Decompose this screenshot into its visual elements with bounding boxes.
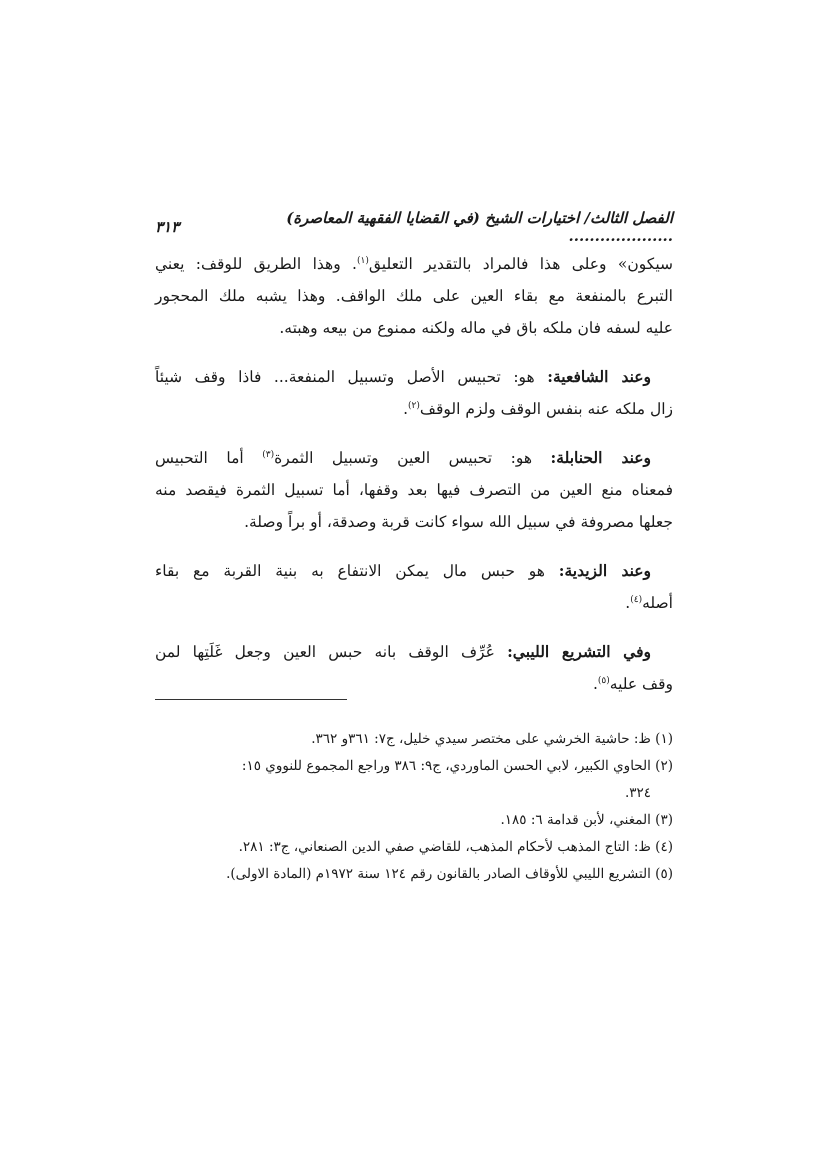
footnote [155,834,673,861]
text-segment: هو: تحبيس العين وتسبيل الثمرة [274,449,551,467]
text-line [155,280,673,312]
text-line [155,668,673,700]
text-line [155,506,673,538]
footnote-line: (١) ظ: حاشية الخرشي على مختصر سيدي خليل، ج٧: ٣٦١و ٣٦٢. [311,731,673,747]
footnote-line: (٤) ظ: التاج المذهب لأحكام المذهب، للقاضي صفي الدين الصنعاني، ج٣: ٢٨١. [238,839,673,855]
footnote [155,726,673,753]
text-line [155,474,673,506]
footnote-ref: (٤) [630,594,643,605]
text-line [155,248,673,280]
text-line [155,393,673,425]
text-segment: وقف عليه [609,675,673,693]
paragraph [155,248,673,344]
running-header [155,209,673,245]
text-line [155,555,673,587]
footnote-ref: (٥) [597,675,610,686]
text-line [155,636,673,668]
footnote-line: (٣) المغني، لأبن قدامة ٦: ١٨٥. [500,812,673,828]
text-segment: هو حبس مال يمكن الانتفاع به بنية القربة مع بقاء [155,562,559,580]
footnote-ref: (١) [356,255,369,266]
paragraph [155,442,673,538]
text-segment: . [403,400,409,418]
text-segment: أما التحبيس [155,449,263,467]
text-line [155,312,673,344]
footnote-line: (٢) الحاوي الكبير، لابي الحسن الماوردي، ج٩: ٣٨٦ وراجع المجموع للنووي ١٥: [241,758,673,774]
body-text [155,248,673,717]
chapter-title: الفصل الثالث/ اختيارات الشيخ (في القضايا الفقهية المعاصرة) .................... [286,209,673,245]
footnote-line: (٥) التشريع الليبي للأوقاف الصادر بالقانون رقم ١٢٤ سنة ١٩٧٢م (المادة الاولى). [226,866,673,882]
text-line [155,442,673,474]
footnote [155,807,673,834]
paragraph [155,555,673,619]
text-segment: أصله [642,594,673,612]
footnote [155,861,673,888]
paragraph-lead: وعند الحنابلة: [550,448,651,467]
text-line [155,587,673,619]
text-line [155,361,673,393]
footnote-ref: (٣) [262,449,275,460]
footnote-divider [155,699,347,700]
footnotes [155,726,673,888]
paragraph-lead: وعند الزيدية: [558,561,651,580]
text-segment: جعلها مصروفة في سبيل الله سواء كانت قربة وصدقة، أو براً وصلة. [244,513,673,531]
text-segment: زال ملكه عنه بنفس الوقف ولزم الوقف [419,400,673,418]
paragraph [155,636,673,700]
text-segment: هو: تحبيس الأصل وتسبيل المنفعة... فاذا وقف شيئاً [155,368,548,386]
text-segment: التبرع بالمنفعة مع بقاء العين على ملك الواقف. وهذا يشبه ملك المحجور [155,287,673,305]
text-segment: فمعناه منع العين من التصرف فيها بعد وقفها، أما تسبيل الثمرة فيقصد منه [155,481,673,499]
paragraph-lead: وعند الشافعية: [547,367,651,386]
text-segment: سيكون» وعلى هذا فالمراد بالتقدير التعليق [368,255,673,273]
footnote [155,753,673,807]
paragraph-lead: وفي التشريع الليبي: [507,642,651,661]
text-segment: عُرِّف الوقف بانه حبس العين وجعل غَلَتِها لمن [155,643,508,661]
footnote-line: ٣٢٤. [624,785,651,801]
text-segment: . وهذا الطريق للوقف: يعني [155,255,357,273]
text-segment: . [592,675,598,693]
paragraph [155,361,673,425]
page-number: ٣١٣ [155,218,180,236]
text-segment: . [625,594,631,612]
footnote-ref: (٢) [408,400,420,411]
text-segment: عليه لسفه فان ملكه باق في ماله ولكنه ممنوع من بيعه وهبته. [279,319,673,337]
